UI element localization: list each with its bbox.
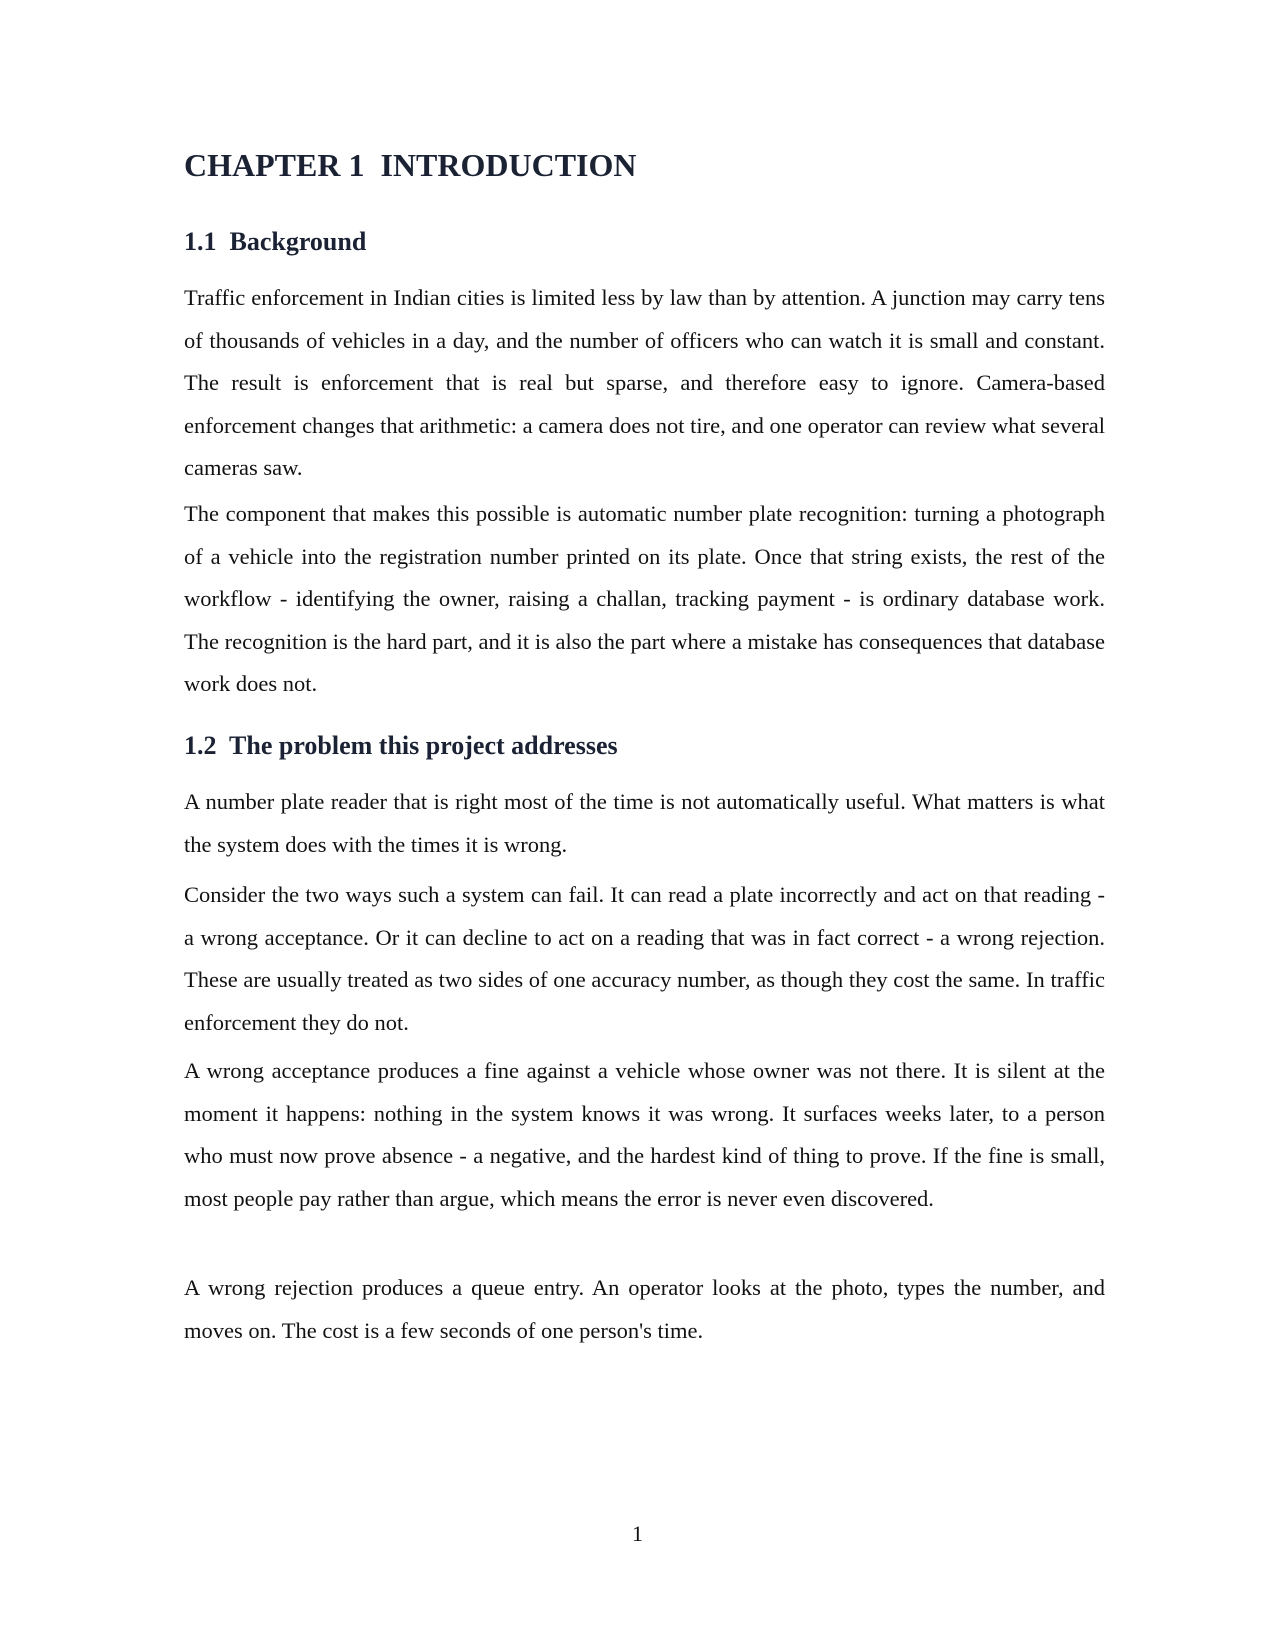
paragraph-problem-3: A wrong acceptance produces a fine against a vehicle whose owner was not there. It is silent at the moment it happens: nothing in the system knows it was wrong. It surfaces weeks later, to a person who must now prove absence - a negative, and the hardest kind of thing to prove. If the fine is small, most people pay rather than argue, which means the error is never even discovered. xyxy=(184,1058,1105,1211)
paragraph-background-1: Traffic enforcement in Indian cities is limited less by law than by attention. A junction may carry tens of thousands of vehicles in a day, and the number of officers who can watch it is small and constant. The result is enforcement that is real but sparse, and therefore easy to ignore. Camera-based enforcement changes that arithmetic: a camera does not tire, and one operator can review what several cameras saw. xyxy=(184,285,1105,480)
paragraph-background-2: The component that makes this possible is automatic number plate recognition: turning a photograph of a vehicle into the registration number printed on its plate. Once that string exists, the rest of the workflow - identifying the owner, raising a challan, tracking payment - is ordinary database work. The recognition is the hard part, and it is also the part where a mistake has consequences that database work does not. xyxy=(184,501,1105,696)
section-heading-problem: 1.2 The problem this project addresses xyxy=(184,731,618,760)
chapter-title: CHAPTER 1 INTRODUCTION xyxy=(184,147,637,183)
section-heading-background: 1.1 Background xyxy=(184,227,367,256)
paragraph-problem-2: Consider the two ways such a system can fail. It can read a plate incorrectly and act on that reading - a wrong acceptance. Or it can decline to act on a reading that was in fact correct - a wrong rejection. These are usually treated as two sides of one accuracy number, as though they cost the same. In traffic enforcement they do not. xyxy=(184,882,1105,1035)
paragraph-problem-1: A number plate reader that is right most of the time is not automatically useful. What matters is what the system does with the times it is wrong. xyxy=(184,789,1105,857)
paragraph-problem-4: A wrong rejection produces a queue entry. An operator looks at the photo, types the number, and moves on. The cost is a few seconds of one person's time. xyxy=(184,1275,1105,1343)
page-number: 1 xyxy=(632,1521,643,1546)
